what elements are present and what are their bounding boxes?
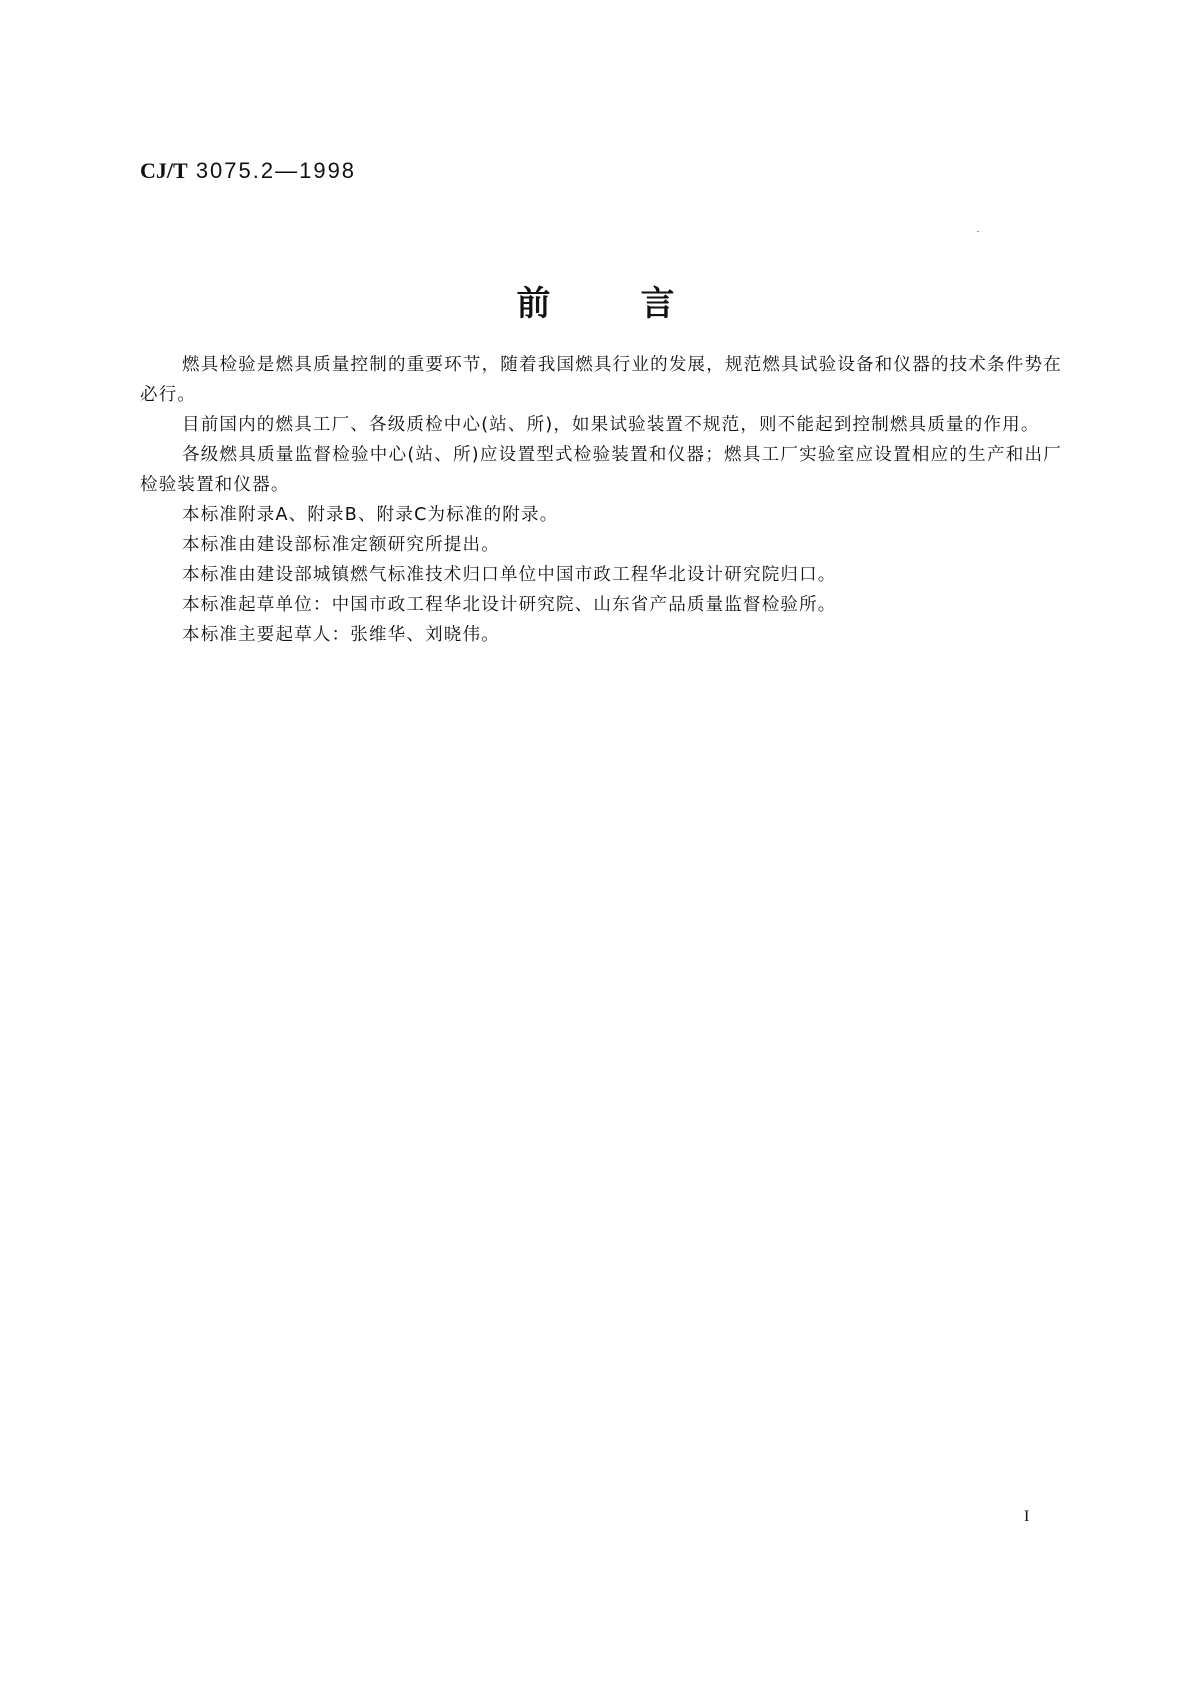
paragraph-8: 本标准主要起草人：张维华、刘晓伟。 bbox=[182, 625, 500, 645]
paragraph-5: 本标准由建设部标准定额研究所提出。 bbox=[182, 535, 500, 555]
page-number: I bbox=[1024, 1508, 1030, 1525]
standard-code-number: 3075.2—1998 bbox=[195, 158, 357, 183]
paragraph-6: 本标准由建设部城镇燃气标准技术归口单位中国市政工程华北设计研究院归口。 bbox=[182, 565, 837, 585]
paragraph-3: 各级燃具质量监督检验中心(站、所)应设置型式检验装置和仪器；燃具工厂实验室应设置相应的生产和出厂检验装置和仪器。 bbox=[140, 445, 1062, 495]
standard-code bbox=[140, 158, 356, 184]
page-title: 前言 bbox=[516, 284, 765, 324]
paragraph-2: 目前国内的燃具工厂、各级质检中心(站、所)，如果试验装置不规范，则不能起到控制燃具质量的作用。 bbox=[182, 415, 1040, 435]
paragraph-7: 本标准起草单位：中国市政工程华北设计研究院、山东省产品质量监督检验所。 bbox=[182, 595, 837, 615]
standard-code-prefix: CJ/T bbox=[140, 158, 188, 183]
scan-speck bbox=[977, 231, 979, 232]
foreword-body bbox=[140, 350, 1062, 650]
paragraph-1: 燃具检验是燃具质量控制的重要环节，随着我国燃具行业的发展，规范燃具试验设备和仪器的技术条件势在必行。 bbox=[140, 355, 1062, 405]
paragraph-4: 本标准附录A、附录B、附录C为标准的附录。 bbox=[182, 505, 559, 525]
